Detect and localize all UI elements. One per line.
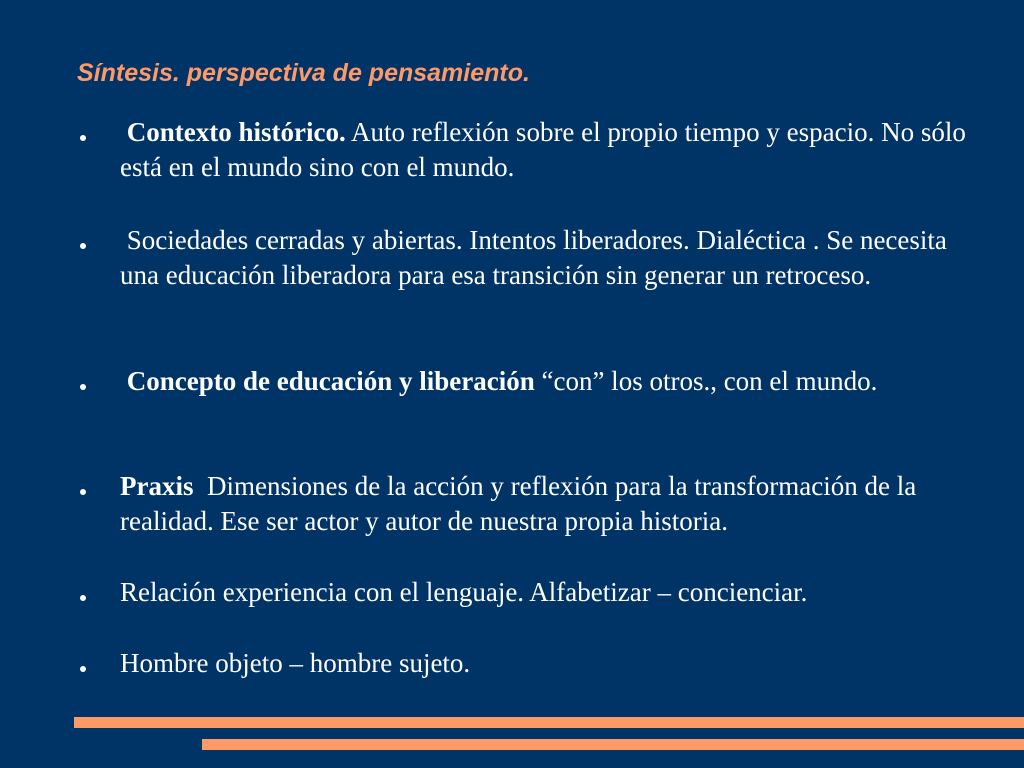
bullet-dot-icon bbox=[80, 384, 86, 390]
bullet-text bbox=[120, 115, 980, 185]
bullet-lead bbox=[120, 225, 127, 255]
accent-rule-bottom bbox=[202, 739, 1024, 750]
bullet-body: Hombre objeto – hombre sujeto. bbox=[120, 648, 471, 678]
bullet-dot-icon bbox=[80, 489, 86, 495]
bullet-bold: Contexto histórico. bbox=[126, 117, 346, 147]
bullet-body: Dimensiones de la acción y reflexión para la transformación de la realidad. Ese ser actor y autor de nuestra propia historia. bbox=[120, 471, 923, 536]
bullet-dot-icon bbox=[80, 135, 86, 141]
slide-title: Síntesis. perspectiva de pensamiento. bbox=[77, 59, 530, 87]
bullet-body: Relación experiencia con el lenguaje. Alfabetizar – concienciar. bbox=[120, 577, 808, 607]
bullet-lead bbox=[120, 117, 127, 147]
bullet-text bbox=[120, 575, 980, 610]
bullet-text bbox=[120, 364, 980, 399]
bullet-text bbox=[120, 646, 980, 681]
bullet-bold: Praxis bbox=[120, 471, 194, 501]
bullet-body: Sociedades cerradas y abiertas. Intentos liberadores. Dialéctica . Se necesita una educación liberadora para esa transición sin generar un retroceso. bbox=[120, 225, 947, 290]
bullet-dot-icon bbox=[80, 595, 86, 601]
bullet-body: “con” los otros., con el mundo. bbox=[534, 366, 878, 396]
accent-rule-top bbox=[74, 717, 1024, 728]
bullet-lead bbox=[120, 366, 127, 396]
bullet-text bbox=[120, 223, 980, 293]
bullet-body: Auto reflexión sobre el propio tiempo y espacio. No sólo está en el mundo sino con el mundo. bbox=[120, 117, 966, 182]
bullet-dot-icon bbox=[80, 243, 86, 249]
bullet-dot-icon bbox=[80, 666, 86, 672]
bullet-bold: Concepto de educación y liberación bbox=[126, 366, 535, 396]
bullet-text bbox=[120, 469, 980, 539]
